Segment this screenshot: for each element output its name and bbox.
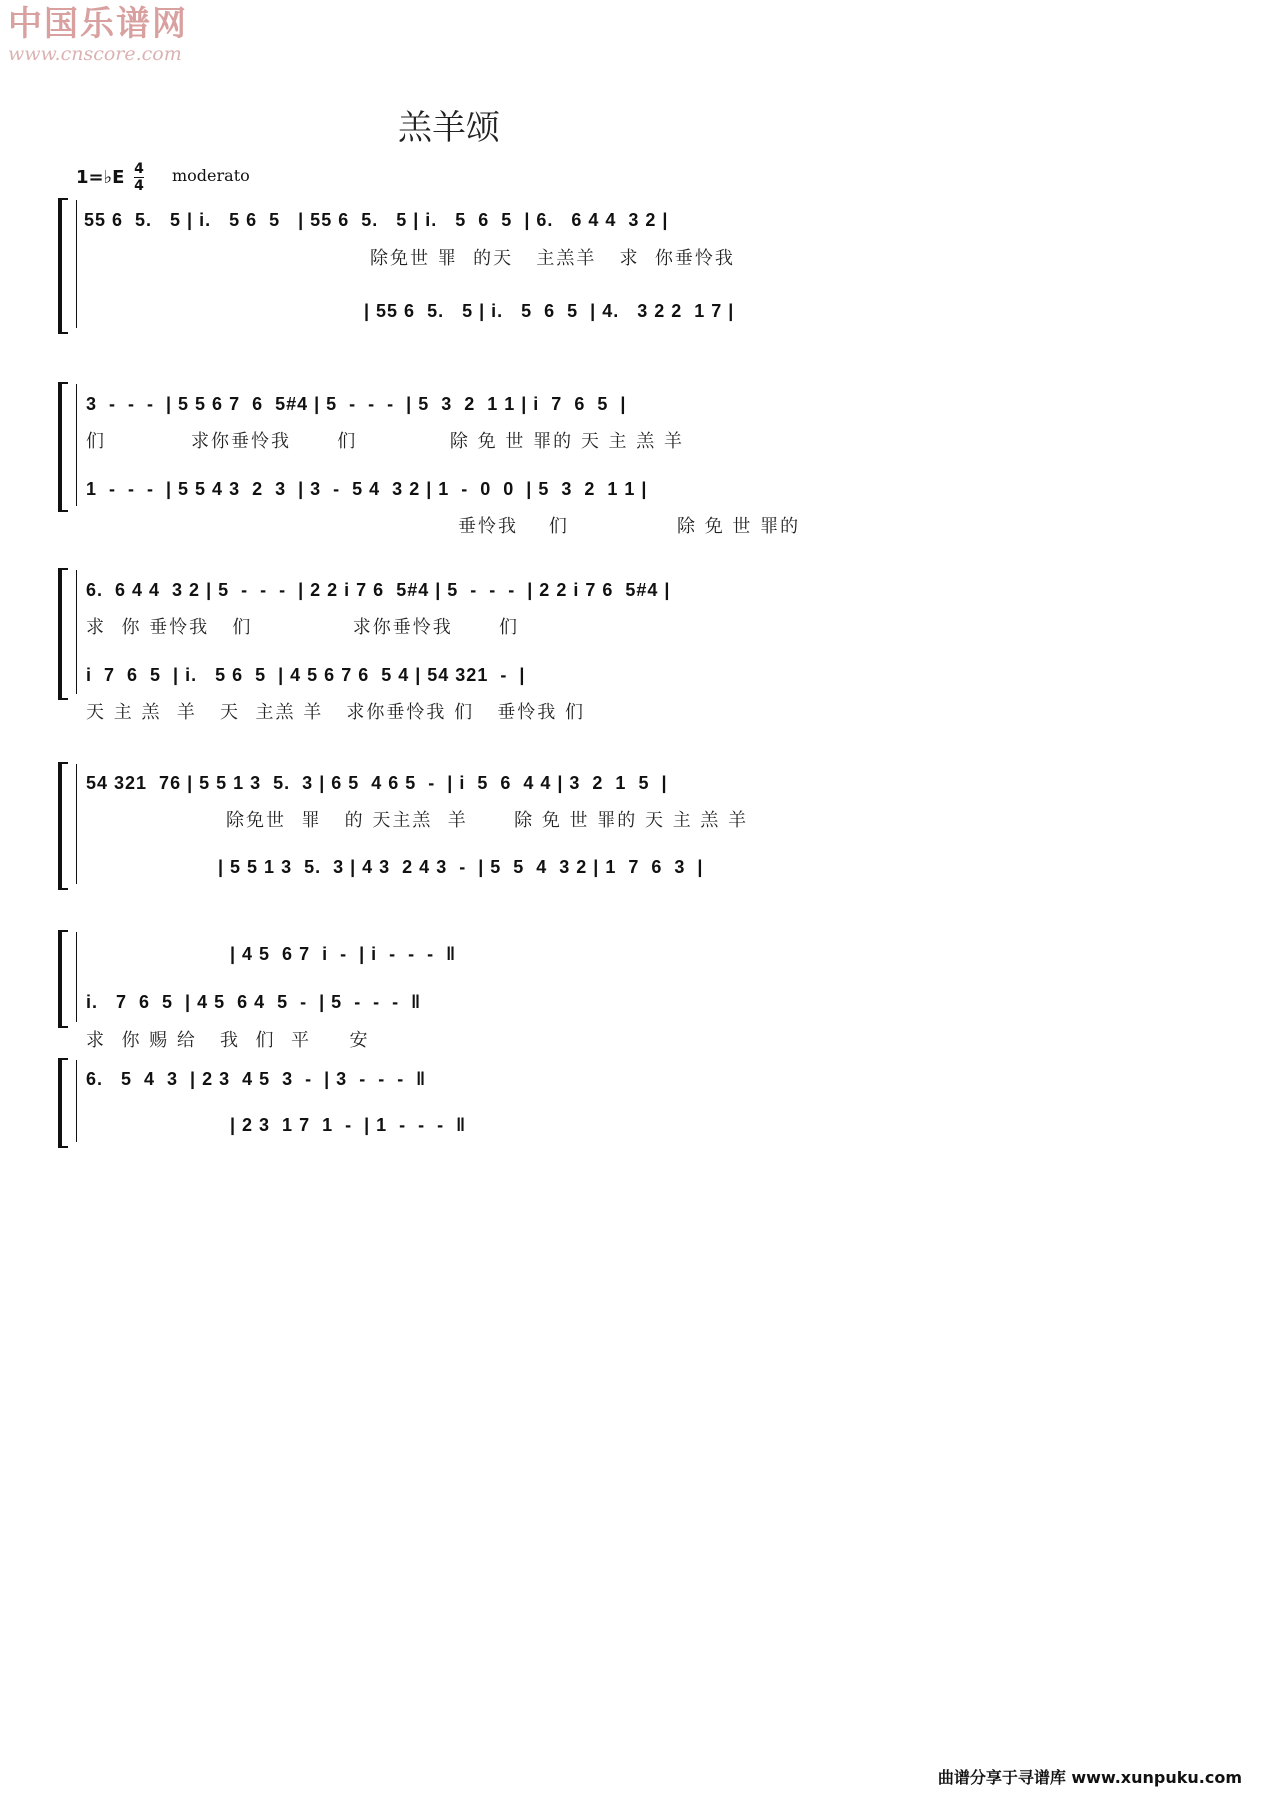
score-title: 羔羊颂 (398, 108, 500, 148)
watermark-logo (8, 4, 188, 64)
time-signature (134, 162, 144, 193)
tempo-marking: moderato (172, 166, 250, 185)
voice-line: | 2 3 1 7 1 - | 1 - - - ‖ (230, 1115, 467, 1135)
system-bracket (58, 568, 68, 700)
lyric-line: 求 你 赐 给 我 们 平 安 (86, 1030, 370, 1051)
voice-line: 55 6 5. 5 | i. 5 6 5 | 55 6 5. 5 | i. 5 6 5 | 6. 6 4 4 3 2 | (84, 210, 669, 230)
voice-line: 1 - - - | 5 5 4 3 2 3 | 3 - 5 4 3 2 | 1 - 0 0 | 5 3 2 1 1 | (86, 479, 648, 499)
lyric-line: 垂怜我 们 除 免 世 罪的 (458, 516, 801, 537)
system-bracket (58, 382, 68, 512)
footer-source: 曲谱分享于寻谱库 www.xunpuku.com (937, 1768, 1242, 1787)
time-signature-top: 4 (134, 161, 144, 177)
voice-line: 6. 6 4 4 3 2 | 5 - - - | 2 2 i 7 6 5#4 | 5 - - - | 2 2 i 7 6 5#4 | (86, 580, 671, 600)
voice-line: 3 - - - | 5 5 6 7 6 5#4 | 5 - - - | 5 3 2 1 1 | i 7 6 5 | (86, 394, 627, 414)
voice-line: 54 321 76 | 5 5 1 3 5. 3 | 6 5 4 6 5 - | i 5 6 4 4 | 3 2 1 5 | (86, 773, 668, 793)
key-signature: 1=♭E (76, 167, 125, 188)
voice-line: i. 7 6 5 | 4 5 6 4 5 - | 5 - - - ‖ (86, 992, 422, 1012)
lyric-line: 们 求你垂怜我 们 除 免 世 罪的 天 主 羔 羊 (86, 431, 684, 452)
watermark-url: www.cnscore.com (8, 43, 182, 65)
time-signature-bottom: 4 (134, 178, 144, 194)
system-start-line (76, 570, 77, 694)
watermark-logo-text: 中国乐谱网 (8, 4, 188, 44)
system-bracket (58, 762, 68, 890)
system-start-line (76, 384, 77, 506)
system-start-line (76, 764, 77, 884)
system-bracket (58, 1058, 68, 1148)
lyric-line: 除免世 罪 的天 主羔羊 求 你垂怜我 (370, 248, 735, 269)
voice-line: | 5 5 1 3 5. 3 | 4 3 2 4 3 - | 5 5 4 3 2 | 1 7 6 3 | (218, 857, 704, 877)
system-bracket (58, 198, 68, 334)
voice-line: | 55 6 5. 5 | i. 5 6 5 | 4. 3 2 2 1 7 | (364, 301, 735, 321)
voice-line: | 4 5 6 7 i - | i - - - ‖ (230, 944, 457, 964)
lyric-line: 除免世 罪 的 天主羔 羊 除 免 世 罪的 天 主 羔 羊 (226, 810, 749, 831)
system-start-line (76, 200, 77, 328)
system-start-line (76, 1060, 77, 1142)
voice-line: 6. 5 4 3 | 2 3 4 5 3 - | 3 - - - ‖ (86, 1069, 427, 1089)
system-bracket (58, 930, 68, 1028)
lyric-line: 天 主 羔 羊 天 主羔 羊 求你垂怜我 们 垂怜我 们 (86, 702, 585, 723)
system-start-line (76, 932, 77, 1022)
voice-line: i 7 6 5 | i. 5 6 5 | 4 5 6 7 6 5 4 | 54 321 - | (86, 665, 526, 685)
lyric-line: 求 你 垂怜我 们 求你垂怜我 们 (86, 617, 520, 638)
